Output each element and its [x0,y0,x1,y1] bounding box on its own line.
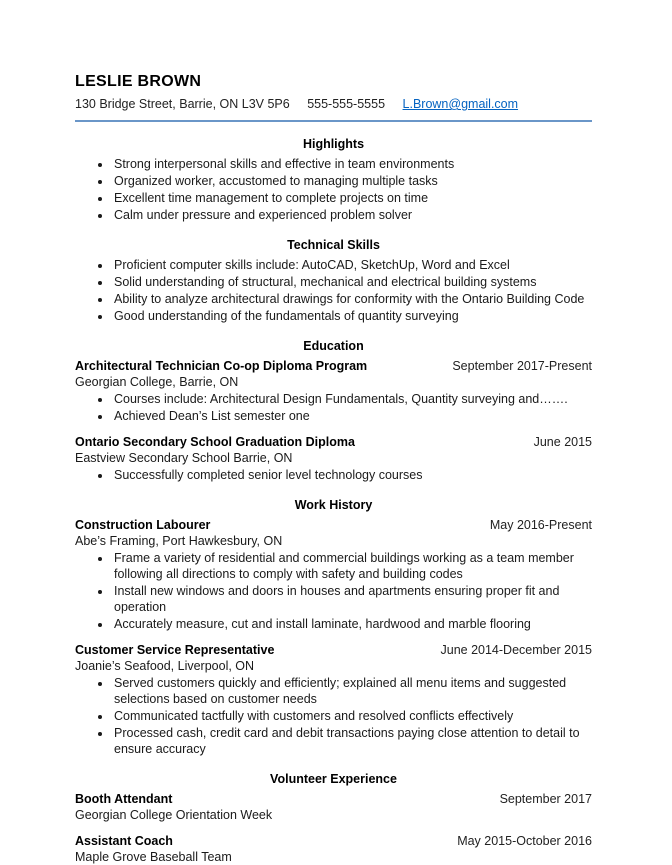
contact-line [75,96,592,112]
bullet-item: • Frame a variety of residential and commercial buildings working as a team member following all directions to comply with safety and building codes [112,550,592,582]
entry-header [75,358,592,374]
entry-date: May 2016-Present [489,518,592,532]
bullet-item: • Successfully completed senior level technology courses [112,467,592,483]
bullet-item: • Courses include: Architectural Design Fundamentals, Quantity surveying and……. [112,391,592,407]
section-title-education: Education [303,339,364,353]
bullet-item: • Communicated tactfully with customers and resolved conflicts effectively [112,708,592,724]
entry-date: May 2015-October 2016 [457,834,592,848]
section-highlights [75,136,592,223]
entry-date: June 2015 [533,435,592,449]
entry-role: Ontario Secondary School Graduation Diploma [75,435,355,449]
section-title-highlights: Highlights [302,137,365,151]
entry-bullet-list [75,467,592,483]
bullet-item: • Strong interpersonal skills and effective in team environments [112,156,592,172]
resume-header [75,74,592,112]
email-link[interactable]: L.Brown@gmail.com [402,97,519,111]
address-text: 130 Bridge Street, Barrie, ON L3V 5P6 [75,97,290,111]
entry-role: Booth Attendant [75,792,173,806]
entry-role: Architectural Technician Co-op Diploma Program [75,359,368,373]
work-entry [75,517,592,632]
entry-role: Assistant Coach [75,834,173,848]
highlights-list [75,156,592,223]
education-entry [75,358,592,424]
bullet-item: • Excellent time management to complete projects on time [112,190,592,206]
bullet-item: • Install new windows and doors in houses and apartments ensuring proper fit and operation [112,583,592,615]
entry-organization: Georgian College Orientation Week [75,808,273,822]
section-work-history [75,497,592,757]
entry-header [75,642,592,658]
entry-date: June 2014-December 2015 [440,643,592,657]
section-title-volunteer-experience: Volunteer Experience [270,772,397,786]
section-volunteer-experience [75,771,592,865]
entry-role: Customer Service Representative [75,643,275,657]
section-title-technical-skills: Technical Skills [287,238,380,252]
bullet-item: • Organized worker, accustomed to managing multiple tasks [112,173,592,189]
person-name: LESLIE BROWN [75,73,202,90]
entry-role: Construction Labourer [75,518,211,532]
entry-date: September 2017-Present [452,359,592,373]
bullet-item: • Ability to analyze architectural drawings for conformity with the Ontario Building Code [112,291,592,307]
phone-text: 555-555-5555 [307,97,386,111]
entry-header [75,434,592,450]
technical-skills-list [75,257,592,324]
section-education [75,338,592,483]
entry-organization: Joanie’s Seafood, Liverpool, ON [75,659,255,673]
entry-bullet-list [75,391,592,424]
bullet-item: • Served customers quickly and efficiently; explained all menu items and suggested selections based on customer needs [112,675,592,707]
entry-bullet-list [75,550,592,632]
section-title-work-history: Work History [294,498,373,512]
work-entry [75,642,592,757]
entry-header [75,517,592,533]
bullet-item: • Processed cash, credit card and debit transactions paying close attention to detail to ensure accuracy [112,725,592,757]
bullet-item: • Solid understanding of structural, mechanical and electrical building systems [112,274,592,290]
bullet-item: • Achieved Dean’s List semester one [112,408,592,424]
bullet-item: • Proficient computer skills include: AutoCAD, SketchUp, Word and Excel [112,257,592,273]
entry-date: September 2017 [499,792,592,806]
entry-header [75,791,592,807]
section-technical-skills [75,237,592,324]
bullet-item: • Calm under pressure and experienced problem solver [112,207,592,223]
entry-organization: Abe’s Framing, Port Hawkesbury, ON [75,534,283,548]
entry-header [75,833,592,849]
header-divider [75,120,592,122]
entry-bullet-list [75,675,592,757]
volunteer-entry [75,833,592,865]
education-entry [75,434,592,483]
bullet-item: • Good understanding of the fundamentals of quantity surveying [112,308,592,324]
entry-organization: Maple Grove Baseball Team [75,850,232,864]
bullet-item: • Accurately measure, cut and install laminate, hardwood and marble flooring [112,616,592,632]
entry-organization: Eastview Secondary School Barrie, ON [75,451,293,465]
entry-organization: Georgian College, Barrie, ON [75,375,239,389]
volunteer-entry [75,791,592,823]
